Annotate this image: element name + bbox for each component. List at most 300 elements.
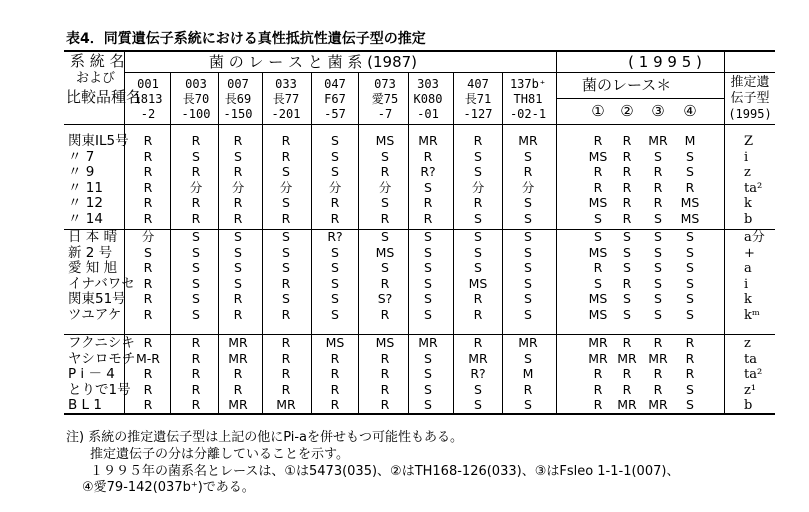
table-cell: R <box>191 211 201 226</box>
table-cell: R <box>281 211 291 226</box>
genotype-cell: b <box>744 398 753 414</box>
table-cell: S <box>331 148 339 164</box>
table-cell: S <box>524 229 532 244</box>
genotype-cell: i <box>744 276 749 292</box>
table-cell: MR <box>276 397 296 413</box>
table-top-rule <box>64 50 775 52</box>
table-cell: S <box>331 133 339 148</box>
race-1995-cell: S <box>623 260 631 276</box>
table-cell: R <box>191 397 201 413</box>
race-1995-cell: R <box>593 179 603 195</box>
race-1995-cell: S <box>654 229 662 244</box>
race-1995-cell: R <box>593 260 603 276</box>
genotype-cell: ta² <box>744 180 763 196</box>
race-column-header: 137b⁺ <box>509 77 547 91</box>
race-1995-cell: R <box>593 381 603 397</box>
table-cell: R <box>191 195 201 211</box>
table-cell: S <box>144 244 152 260</box>
race-1995-cell: MS <box>588 148 608 164</box>
race-column-header: 長69 <box>224 92 252 106</box>
column-rule <box>408 72 409 413</box>
table-cell: S <box>331 244 339 260</box>
table-cell: R <box>143 275 153 291</box>
race-1995-cell: MR <box>648 397 668 413</box>
table-cell: R <box>523 381 533 397</box>
genotype-cell: z¹ <box>744 382 757 398</box>
table-cell: R <box>330 381 340 397</box>
column-rule <box>311 72 312 413</box>
table-cell: R <box>191 381 201 397</box>
race-column-header: -127 <box>463 107 493 121</box>
race-1995-cell: S <box>623 307 631 322</box>
race-1995-cell: S <box>594 275 602 291</box>
race-1995-cell: R <box>593 397 603 413</box>
table-cell: R <box>281 275 291 291</box>
race-column-header: 407 <box>467 77 489 91</box>
table-cell: S <box>474 260 482 276</box>
row-name: 〃 12 <box>68 195 103 212</box>
table-cell: R? <box>420 164 436 180</box>
race-column-header: -02-1 <box>509 107 547 121</box>
table-cell: R <box>233 381 243 397</box>
race-1995-cell: MR <box>617 397 637 413</box>
table-cell: S <box>282 164 290 180</box>
table-cell: R <box>380 366 390 382</box>
table-cell: S <box>474 148 482 164</box>
table-cell: R <box>143 133 153 148</box>
table-cell: R <box>330 397 340 413</box>
table-cell: R <box>233 366 243 382</box>
note-line: 注) 系統の推定遺伝子型は上記の他にPi-aを併せもつ可能性もある。 <box>66 430 464 445</box>
table-cell: R <box>191 133 201 148</box>
table-cell: S <box>524 307 532 322</box>
genotype-cell: z <box>744 165 751 181</box>
table-cell: S <box>424 307 432 322</box>
table-cell: R <box>330 350 340 366</box>
table-cell: S <box>331 275 339 291</box>
race-1995-cell: R <box>622 366 632 382</box>
table-cell: S <box>524 291 532 307</box>
race-column-header: -100 <box>181 107 211 121</box>
table-cell: S <box>474 164 482 180</box>
table-cell: R <box>233 133 243 148</box>
race-1995-cell: R <box>622 335 632 350</box>
race-1995-cell: S <box>594 211 602 226</box>
row-name: 〃 7 <box>68 148 95 165</box>
table-cell: R <box>523 164 533 180</box>
race-1995-cell: MS <box>588 195 608 211</box>
table-cell: S <box>424 350 432 366</box>
table-cell: R <box>191 350 201 366</box>
genotype-cell: ta² <box>744 367 763 383</box>
race-column-header: 長77 <box>272 92 300 106</box>
row-name: 愛 知 旭 <box>68 260 118 277</box>
genotype-cell: a分 <box>744 230 765 245</box>
race-column-header: 長70 <box>182 92 210 106</box>
row-name: B L 1 <box>68 397 102 414</box>
table-cell: S <box>424 275 432 291</box>
table-cell: R <box>281 307 291 322</box>
table-cell: S <box>474 229 482 244</box>
race-column-header: 1813 <box>133 92 163 106</box>
table-cell: R <box>380 275 390 291</box>
genotype-cell: a <box>744 261 752 277</box>
race-1995-column-header: ③ <box>651 102 665 120</box>
race-1995-cell: MR <box>648 133 668 148</box>
race-1995-cell: R <box>622 195 632 211</box>
race-1995-cell: S <box>686 244 694 260</box>
race-1995-column-header: ② <box>620 102 634 120</box>
race-1995-rule <box>556 98 724 99</box>
row-name: 新 2 号 <box>68 244 113 261</box>
race-1995-cell: S <box>654 244 662 260</box>
row-name: P i － 4 <box>68 366 115 383</box>
table-cell: MR <box>418 133 438 148</box>
race-column-header: -201 <box>271 107 301 121</box>
row-name: 関東IL5号 <box>68 133 129 149</box>
table-cell: R <box>143 397 153 413</box>
table-cell: R <box>380 211 390 226</box>
table-cell: R <box>281 381 291 397</box>
table-cell: R <box>380 381 390 397</box>
race-1995-cell: S <box>686 381 694 397</box>
genotype-cell: k <box>744 292 752 308</box>
table-cell: R <box>143 211 153 226</box>
table-cell: S <box>474 381 482 397</box>
table-cell: S <box>524 244 532 260</box>
table-cell: MR <box>518 133 538 148</box>
table-cell: R <box>423 148 433 164</box>
race-1995-cell: S <box>686 307 694 322</box>
table-cell: S <box>474 397 482 413</box>
table-cell: 分 <box>378 179 392 195</box>
race-column-header: -2 <box>140 107 156 121</box>
table-cell: S <box>424 260 432 276</box>
row-name: 日 本 晴 <box>68 229 118 245</box>
table-cell: S <box>234 260 242 276</box>
table-cell: S <box>524 211 532 226</box>
table-cell: R <box>143 335 153 350</box>
table-cell: S <box>192 148 200 164</box>
race-1995-cell: R <box>653 335 663 350</box>
table-cell: R <box>380 164 390 180</box>
table-cell: S <box>424 397 432 413</box>
table-cell: S <box>524 350 532 366</box>
race-1995-cell: S <box>686 148 694 164</box>
table-cell: R <box>281 366 291 382</box>
table-cell: R <box>233 164 243 180</box>
race-1995-cell: S <box>686 164 694 180</box>
table-bottom-rule <box>64 413 775 415</box>
header-mid-rule <box>124 72 775 73</box>
race-column-header: 003 <box>185 77 207 91</box>
race-1995-label: 菌のレース＊ <box>582 76 672 94</box>
table-cell: MR <box>228 335 248 350</box>
table-cell: MR <box>228 397 248 413</box>
table-cell: R <box>473 291 483 307</box>
race-1995-cell: M <box>684 133 696 148</box>
table-cell: S <box>381 260 389 276</box>
race-column-header: 愛75 <box>371 92 399 106</box>
table-cell: 分 <box>279 179 293 195</box>
table-cell: R <box>191 366 201 382</box>
race-1995-cell: MS <box>680 195 700 211</box>
race-1995-cell: S <box>623 244 631 260</box>
group-header-1987: 菌 の レ ー ス と 菌 系 (1987) <box>208 53 418 71</box>
table-cell: S <box>234 229 242 244</box>
table-cell: MS <box>375 335 395 350</box>
table-cell: 分 <box>471 179 485 195</box>
genotype-cell: i <box>744 149 749 165</box>
genotype-cell: k <box>744 196 752 212</box>
table-cell: S <box>424 244 432 260</box>
column-rule <box>358 72 359 413</box>
race-1995-cell: MR <box>588 350 608 366</box>
table-cell: S <box>474 211 482 226</box>
table-cell: R? <box>327 229 343 244</box>
table-cell: R <box>330 211 340 226</box>
genotype-cell: + <box>744 245 755 261</box>
race-column-header: -01 <box>417 107 439 121</box>
race-1995-cell: R <box>622 148 632 164</box>
table-cell: S <box>381 148 389 164</box>
group-header-1995: ( 1 9 9 5 ) <box>628 53 702 71</box>
table-cell: R <box>233 195 243 211</box>
table-cell: S <box>282 229 290 244</box>
table-cell: R <box>281 148 291 164</box>
column-rule <box>724 50 725 413</box>
note-line: 推定遺伝子の分は分離していることを示す。 <box>90 447 349 462</box>
race-1995-cell: R <box>685 366 695 382</box>
race-1995-cell: MS <box>588 291 608 307</box>
race-1995-cell: R <box>653 164 663 180</box>
race-1995-cell: S <box>654 291 662 307</box>
genotype-cell: kᵐ <box>744 308 760 323</box>
race-1995-cell: R <box>622 381 632 397</box>
table-cell: S <box>234 244 242 260</box>
row-name: 関東51号 <box>68 291 126 308</box>
table-cell: S <box>192 307 200 322</box>
race-column-header: F67 <box>324 92 346 106</box>
race-1995-cell: S <box>654 148 662 164</box>
row-name: 〃 14 <box>68 211 103 227</box>
table-cell: S <box>282 260 290 276</box>
row-name: 〃 9 <box>68 164 95 181</box>
column-rule <box>218 72 219 413</box>
table-cell: MR <box>418 335 438 350</box>
race-1995-cell: R <box>622 164 632 180</box>
race-column-header: 033 <box>275 77 297 91</box>
table-cell: R <box>380 350 390 366</box>
table-cell: R <box>473 335 483 350</box>
race-1995-cell: S <box>654 275 662 291</box>
genotype-cell: z <box>744 336 751 351</box>
race-1995-cell: R <box>653 195 663 211</box>
table-cell: R <box>143 164 153 180</box>
genotype-header-2: 伝子型 <box>730 91 770 106</box>
table-cell: S <box>234 148 242 164</box>
table-cell: R <box>423 211 433 226</box>
table-cell: R <box>143 366 153 382</box>
column-rule <box>453 72 454 413</box>
table-cell: R <box>143 260 153 276</box>
table-cell: S <box>282 195 290 211</box>
table-cell: MS <box>375 244 395 260</box>
race-column-header: K080 <box>413 92 443 106</box>
table-cell: S <box>192 291 200 307</box>
table-cell: R <box>233 307 243 322</box>
race-column-header: -150 <box>223 107 253 121</box>
table-cell: R <box>143 179 153 195</box>
race-1995-cell: MR <box>588 335 608 350</box>
column-rule <box>502 72 503 413</box>
race-1995-cell: S <box>654 260 662 276</box>
race-1995-cell: S <box>654 211 662 226</box>
table-cell: R <box>233 291 243 307</box>
race-1995-cell: R <box>622 211 632 226</box>
race-1995-cell: R <box>593 366 603 382</box>
table-cell: S <box>381 195 389 211</box>
row-name: ヤシロモチ <box>68 350 136 367</box>
table-cell: MS <box>375 133 395 148</box>
table-cell: R <box>281 133 291 148</box>
race-1995-cell: S <box>686 229 694 244</box>
race-1995-cell: S <box>654 307 662 322</box>
table-cell: S <box>524 397 532 413</box>
table-cell: S <box>331 164 339 180</box>
table-cell: M-R <box>136 350 160 366</box>
table-cell: MR <box>228 350 248 366</box>
table-cell: S <box>424 366 432 382</box>
column-rule <box>170 72 171 413</box>
row-name: とりで1号 <box>68 381 131 398</box>
race-column-header: 303 <box>417 77 439 91</box>
race-1995-cell: R <box>593 164 603 180</box>
race-1995-cell: R <box>622 133 632 148</box>
table-cell: S? <box>377 291 393 307</box>
table-cell: S <box>331 260 339 276</box>
race-1995-cell: MR <box>617 350 637 366</box>
table-cell: 分 <box>521 179 535 195</box>
note-line: ④愛79-142(037b⁺)である。 <box>82 480 255 495</box>
table-cell: S <box>192 260 200 276</box>
table-title: 表4．同質遺伝子系統における真性抵抗性遺伝子型の推定 <box>66 31 426 47</box>
table-cell: S <box>192 244 200 260</box>
race-1995-cell: S <box>686 291 694 307</box>
race-column-header: 007 <box>227 77 249 91</box>
genotype-header-3: (1995) <box>728 107 772 121</box>
race-1995-column-header: ① <box>591 102 605 120</box>
table-cell: R <box>233 211 243 226</box>
row-name: フクニシキ <box>68 335 135 351</box>
race-1995-column-header: ④ <box>683 102 697 120</box>
race-1995-cell: MR <box>648 350 668 366</box>
race-1995-cell: S <box>594 229 602 244</box>
table-cell: M <box>522 366 534 382</box>
table-cell: R <box>143 291 153 307</box>
table-cell: R <box>281 350 291 366</box>
race-column-header: 長71 <box>464 92 492 106</box>
column-rule <box>556 50 557 413</box>
table-cell: MR <box>518 335 538 350</box>
table-cell: MS <box>325 335 345 350</box>
genotype-cell: Z <box>744 134 754 149</box>
table-cell: 分 <box>141 229 155 244</box>
table-cell: R <box>380 397 390 413</box>
table-cell: S <box>474 244 482 260</box>
corner-line-1: 系 統 名 <box>70 52 125 70</box>
table-cell: S <box>282 244 290 260</box>
table-cell: R <box>143 307 153 322</box>
race-column-header: 073 <box>374 77 396 91</box>
race-1995-cell: R <box>653 381 663 397</box>
table-cell: R <box>143 381 153 397</box>
table-cell: S <box>381 229 389 244</box>
table-cell: MR <box>468 350 488 366</box>
genotype-header-1: 推定遺 <box>730 75 770 90</box>
race-column-header: 001 <box>137 77 159 91</box>
race-1995-cell: R <box>593 133 603 148</box>
race-1995-cell: R <box>685 335 695 350</box>
corner-line-3: 比較品種名 <box>66 88 142 106</box>
race-column-header: -7 <box>377 107 393 121</box>
race-1995-cell: MS <box>588 244 608 260</box>
table-cell: S <box>524 260 532 276</box>
corner-line-2: および <box>76 71 116 86</box>
race-column-header: TH81 <box>513 92 543 106</box>
table-cell: S <box>192 229 200 244</box>
table-cell: R <box>143 195 153 211</box>
table-cell: S <box>331 307 339 322</box>
table-cell: S <box>234 275 242 291</box>
race-column-header: 047 <box>324 77 346 91</box>
race-1995-cell: R <box>685 179 695 195</box>
table-cell: MS <box>468 275 488 291</box>
table-cell: R <box>473 133 483 148</box>
table-cell: R <box>281 335 291 350</box>
race-column-header: -57 <box>324 107 346 121</box>
table-cell: R <box>191 164 201 180</box>
race-1995-cell: MS <box>588 307 608 322</box>
race-1995-cell: R <box>685 350 695 366</box>
race-1995-cell: S <box>623 229 631 244</box>
table-cell: S <box>524 195 532 211</box>
table-cell: R <box>191 335 201 350</box>
table-cell: 分 <box>189 179 203 195</box>
table-cell: R? <box>470 366 486 382</box>
race-1995-cell: R <box>622 179 632 195</box>
table-cell: R <box>143 148 153 164</box>
table-cell: S <box>331 291 339 307</box>
table-cell: R <box>473 195 483 211</box>
table-cell: 分 <box>328 179 342 195</box>
race-1995-cell: S <box>623 291 631 307</box>
table-cell: S <box>424 291 432 307</box>
table-cell: S <box>424 229 432 244</box>
genotype-cell: b <box>744 212 753 227</box>
table-cell: R <box>380 307 390 322</box>
table-cell: S <box>524 275 532 291</box>
table-cell: R <box>330 195 340 211</box>
table-cell: R <box>473 307 483 322</box>
table-cell: 分 <box>231 179 245 195</box>
race-1995-cell: S <box>686 275 694 291</box>
table-cell: S <box>424 179 432 195</box>
race-1995-cell: S <box>686 397 694 413</box>
row-name: 〃 11 <box>68 179 103 196</box>
table-cell: S <box>282 291 290 307</box>
table-cell: S <box>192 275 200 291</box>
